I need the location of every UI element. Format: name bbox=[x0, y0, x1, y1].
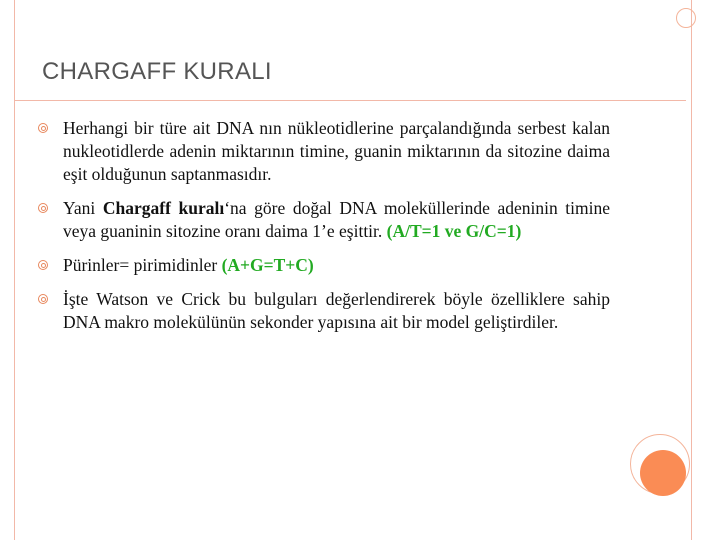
bullet-text: Herhangi bir türe ait DNA nın nükleotidlerine parçalandığında serbest kalan nukleotidlerde adenin miktarının timine, guanin miktarının da sitozine daima eşit olduğunun saptanmasıdır. bbox=[63, 118, 610, 184]
orange-circle-decoration bbox=[640, 450, 686, 496]
title-divider bbox=[14, 100, 686, 101]
ring-bullet-icon bbox=[38, 294, 48, 304]
ring-bullet-icon bbox=[38, 203, 48, 213]
bullet-list bbox=[38, 117, 610, 345]
bullet-item bbox=[38, 117, 610, 186]
bullet-item bbox=[38, 197, 610, 243]
ring-bullet-icon bbox=[38, 123, 48, 133]
ratio-highlight: (A/T=1 ve G/C=1) bbox=[386, 221, 522, 241]
decorative-ring-icon bbox=[676, 8, 696, 28]
slide-title: CHARGAFF KURALI bbox=[42, 58, 272, 85]
bullet-item bbox=[38, 254, 610, 277]
ring-bullet-icon bbox=[38, 260, 48, 270]
bullet-text-prefix: Yani bbox=[63, 198, 103, 218]
bullet-term-bold: Chargaff kuralı bbox=[102, 198, 225, 218]
equation-highlight: (A+G=T+C) bbox=[221, 255, 314, 275]
bullet-text-body: ‘na göre doğal DNA moleküllerinde adeninin timine veya guaninin sitozine oranı daima 1’e eşittir. bbox=[63, 198, 611, 241]
bullet-text: İşte Watson ve Crick bu bulguları değerlendirerek böyle özelliklere sahip DNA makro molekülünün sekonder yapısına ait bir model geliştirdiler. bbox=[63, 289, 610, 332]
bullet-text-prefix: Pürinler= pirimidinler bbox=[63, 255, 222, 275]
bullet-item bbox=[38, 288, 610, 334]
